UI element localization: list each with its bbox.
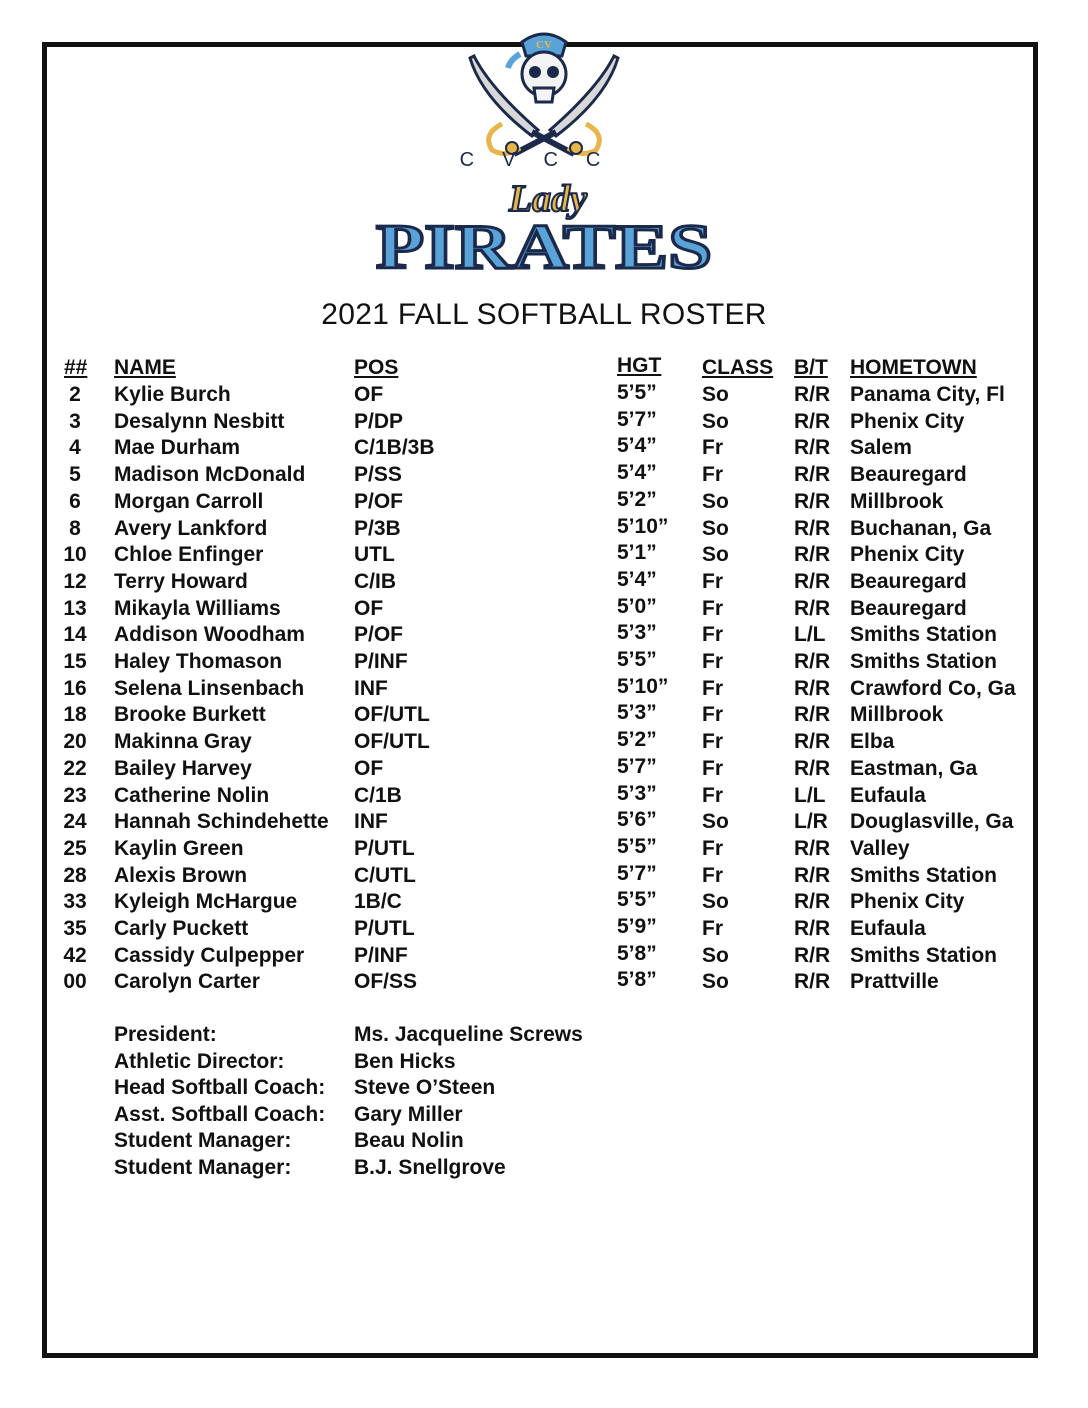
cell-hgt: 5’5” [617,381,657,404]
cell-class: Fr [702,863,723,887]
cell-hgt: 5’5” [617,834,657,858]
cell-class: Fr [702,917,723,940]
cell-num: 4 [69,436,81,460]
cell-bt: R/R [794,409,831,433]
cell-hgt: 5’5” [617,888,657,912]
cell-num: 8 [69,516,81,540]
cell-class: Fr [702,783,723,807]
cell-pos: OF [354,383,384,406]
header-hometown: HOMETOWN [850,356,977,379]
cell-name: Kylie Burch [114,383,231,406]
cell-pos: 1B/C [354,890,402,914]
cell-name: Cassidy Culpepper [114,943,305,967]
table-row [52,407,1032,436]
cell-home: Beauregard [850,596,967,620]
cell-num: 35 [63,917,87,940]
cell-bt: R/R [794,436,831,460]
cell-name: Bailey Harvey [114,756,252,780]
table-row [52,730,1032,756]
cell-pos: OF/SS [354,970,418,994]
cell-bt: R/R [794,703,831,727]
cell-home: Smiths Station [850,623,998,647]
cell-class: Fr [702,650,723,673]
cell-bt: L/L [794,623,826,647]
pirates-wordmark: PIRATES [376,211,712,282]
cvcc-initials: CVCC [459,149,629,171]
table-row [52,941,1032,970]
staff-row [114,1076,814,1102]
cell-num: 13 [63,596,87,620]
cell-pos: C/1B [354,783,402,807]
cell-class: Fr [702,730,723,754]
table-row [52,781,1032,810]
cell-home: Salem [850,436,912,460]
cell-bt: R/R [794,489,831,513]
cell-hgt: 5’3” [617,701,657,725]
cell-hgt: 5’7” [617,407,657,431]
cell-bt: R/R [794,890,831,914]
cell-name: Carly Puckett [114,917,249,940]
cell-hgt: 5’2” [617,487,657,511]
cell-pos: P/UTL [354,917,415,940]
cell-class: Fr [702,569,723,593]
cell-class: So [702,516,729,540]
cell-name: Kyleigh McHargue [114,890,298,914]
table-row [52,861,1032,890]
staff-role: President: [114,1023,217,1046]
cell-num: 12 [63,569,87,593]
cell-name: Alexis Brown [114,863,248,887]
staff-role: Athletic Director: [114,1049,285,1073]
cell-hgt: 5’5” [617,648,657,671]
cell-bt: R/R [794,836,831,860]
cell-num: 6 [69,489,81,513]
lady-pirates-logo [362,26,726,288]
cell-hgt: 5’1” [617,541,657,565]
staff-role: Student Manager: [114,1129,292,1153]
table-row [52,703,1032,729]
staff-name: Steve O’Steen [354,1076,496,1100]
cell-pos: INF [354,676,388,700]
table-row [52,463,1032,489]
staff-role: Asst. Softball Coach: [114,1102,326,1126]
table-row [52,754,1032,783]
cell-num: 20 [63,730,87,754]
staff-name: B.J. Snellgrove [354,1156,506,1179]
table-row [52,567,1032,596]
cell-name: Haley Thomason [114,650,283,673]
cell-num: 14 [63,623,87,647]
cell-name: Makinna Gray [114,730,252,754]
cell-hgt: 5’10” [617,514,669,538]
table-row [52,890,1032,916]
cell-home: Phenix City [850,543,965,567]
cell-hgt: 5’7” [617,861,657,885]
cv-badge: CV [536,39,552,51]
cell-name: Addison Woodham [114,623,305,647]
staff-row [114,1129,814,1155]
cell-num: 10 [63,543,87,567]
cell-home: Eufaula [850,783,926,807]
skull-icon [508,34,566,102]
cell-class: So [702,409,729,433]
cell-pos: P/3B [354,516,401,540]
cell-class: So [702,890,729,914]
table-row [52,674,1032,703]
cell-name: Chloe Enfinger [114,543,264,567]
cell-bt: L/L [794,783,826,807]
cell-home: Panama City, Fl [850,383,1005,406]
cell-name: Catherine Nolin [114,783,270,807]
cell-home: Smiths Station [850,863,998,887]
cell-pos: OF/UTL [354,730,430,754]
cell-name: Madison McDonald [114,463,306,487]
cell-hgt: 5’4” [617,461,657,485]
cell-home: Douglasville, Ga [850,810,1014,834]
cell-class: So [702,810,729,834]
staff-name: Gary Miller [354,1102,463,1126]
cell-bt: R/R [794,650,831,673]
cell-class: So [702,970,729,994]
cell-num: 3 [69,409,81,433]
staff-name: Ms. Jacqueline Screws [354,1023,583,1046]
cell-home: Millbrook [850,489,944,513]
cell-num: 22 [63,756,87,780]
cell-num: 5 [69,463,81,487]
cell-pos: C/IB [354,569,396,593]
cell-class: Fr [702,463,723,487]
cell-home: Eufaula [850,917,926,940]
cell-bt: R/R [794,970,831,994]
cell-class: Fr [702,836,723,860]
roster-title: 2021 FALL SOFTBALL ROSTER [321,298,767,331]
table-row [52,623,1032,649]
cell-hgt: 5’3” [617,781,657,805]
cell-bt: R/R [794,730,831,754]
table-row [52,487,1032,516]
cell-num: 28 [63,863,87,887]
cell-hgt: 5’0” [617,594,657,618]
cell-pos: OF [354,756,384,780]
cell-bt: R/R [794,569,831,593]
cell-home: Smiths Station [850,943,998,967]
table-row [52,514,1032,543]
cell-pos: OF [354,596,384,620]
cell-hgt: 5’7” [617,754,657,778]
cell-pos: INF [354,810,388,834]
cell-bt: R/R [794,756,831,780]
cell-num: 16 [63,676,87,700]
table-row [52,383,1032,409]
header-number: ## [64,356,88,379]
cell-pos: OF/UTL [354,703,430,727]
cell-home: Phenix City [850,890,965,914]
cell-home: Prattville [850,970,939,994]
cell-num: 33 [63,890,87,914]
cell-pos: C/1B/3B [354,436,435,460]
cell-num: 24 [63,810,87,834]
cell-class: So [702,489,729,513]
cell-name: Mikayla Williams [114,596,281,620]
header-name: NAME [114,356,176,379]
cell-name: Brooke Burkett [114,703,266,727]
header-pos: POS [354,356,399,379]
staff-row [114,1050,814,1076]
cell-hgt: 5’8” [617,968,657,992]
cell-bt: R/R [794,543,831,567]
cell-hgt: 5’10” [617,674,669,698]
table-row [52,543,1032,569]
cell-hgt: 5’2” [617,728,657,752]
cell-bt: R/R [794,676,831,700]
cell-home: Beauregard [850,569,967,593]
header-hgt: HGT [617,354,662,377]
cell-num: 23 [63,783,87,807]
cell-pos: P/DP [354,409,404,433]
staff-row [114,1156,814,1182]
cell-num: 42 [63,943,87,967]
cell-pos: UTL [354,543,395,567]
table-row [52,810,1032,836]
table-row [52,917,1032,943]
cell-bt: R/R [794,917,831,940]
cell-class: Fr [702,623,723,647]
cell-name: Mae Durham [114,436,241,460]
table-row [52,436,1032,462]
lady-wordmark: Lady [508,178,588,220]
cell-pos: P/OF [354,489,404,513]
cell-pos: P/INF [354,943,408,967]
cell-num: 2 [69,383,81,406]
cell-home: Smiths Station [850,650,998,673]
roster-header [64,356,1044,382]
cell-name: Hannah Schindehette [114,810,329,834]
cell-class: So [702,543,729,567]
cell-home: Elba [850,730,895,754]
cell-bt: R/R [794,596,831,620]
cell-class: Fr [702,756,723,780]
cell-name: Terry Howard [114,569,248,593]
cell-hgt: 5’6” [617,808,657,832]
cell-name: Selena Linsenbach [114,676,305,700]
cell-bt: R/R [794,943,831,967]
cell-bt: R/R [794,383,831,406]
cell-home: Phenix City [850,409,965,433]
cell-class: Fr [702,436,723,460]
table-row [52,650,1032,676]
staff-name: Beau Nolin [354,1129,464,1153]
table-row [52,970,1032,996]
staff-name: Ben Hicks [354,1049,456,1073]
cell-class: So [702,383,729,406]
cell-name: Kaylin Green [114,836,244,860]
cell-bt: R/R [794,863,831,887]
table-row [52,594,1032,623]
cell-name: Desalynn Nesbitt [114,409,285,433]
cell-class: Fr [702,676,723,700]
cell-num: 18 [63,703,87,727]
cell-bt: R/R [794,516,831,540]
cell-home: Buchanan, Ga [850,516,992,540]
staff-role: Student Manager: [114,1156,292,1179]
cell-name: Carolyn Carter [114,970,260,994]
cell-home: Millbrook [850,703,944,727]
cell-pos: C/UTL [354,863,416,887]
cell-name: Morgan Carroll [114,489,264,513]
cell-num: 25 [63,836,87,860]
staff-role: Head Softball Coach: [114,1076,326,1100]
cell-class: So [702,943,729,967]
table-row [52,834,1032,863]
cell-num: 15 [63,650,87,673]
cell-hgt: 5’4” [617,434,657,458]
cell-pos: P/INF [354,650,408,673]
cell-hgt: 5’4” [617,567,657,591]
cell-num: 00 [63,970,87,994]
staff-row [114,1103,814,1129]
header-bt: B/T [794,356,828,379]
cell-class: Fr [702,596,723,620]
staff-row [114,1023,814,1049]
cell-bt: R/R [794,463,831,487]
header-class: CLASS [702,356,774,379]
cell-home: Beauregard [850,463,967,487]
cell-pos: P/OF [354,623,404,647]
cell-hgt: 5’3” [617,621,657,645]
cell-name: Avery Lankford [114,516,268,540]
cell-bt: L/R [794,810,828,834]
cell-pos: P/UTL [354,836,415,860]
cell-home: Valley [850,836,910,860]
cell-class: Fr [702,703,723,727]
cell-hgt: 5’9” [617,915,657,938]
cell-pos: P/SS [354,463,402,487]
cell-home: Crawford Co, Ga [850,676,1016,700]
cell-hgt: 5’8” [617,941,657,965]
cell-home: Eastman, Ga [850,756,978,780]
